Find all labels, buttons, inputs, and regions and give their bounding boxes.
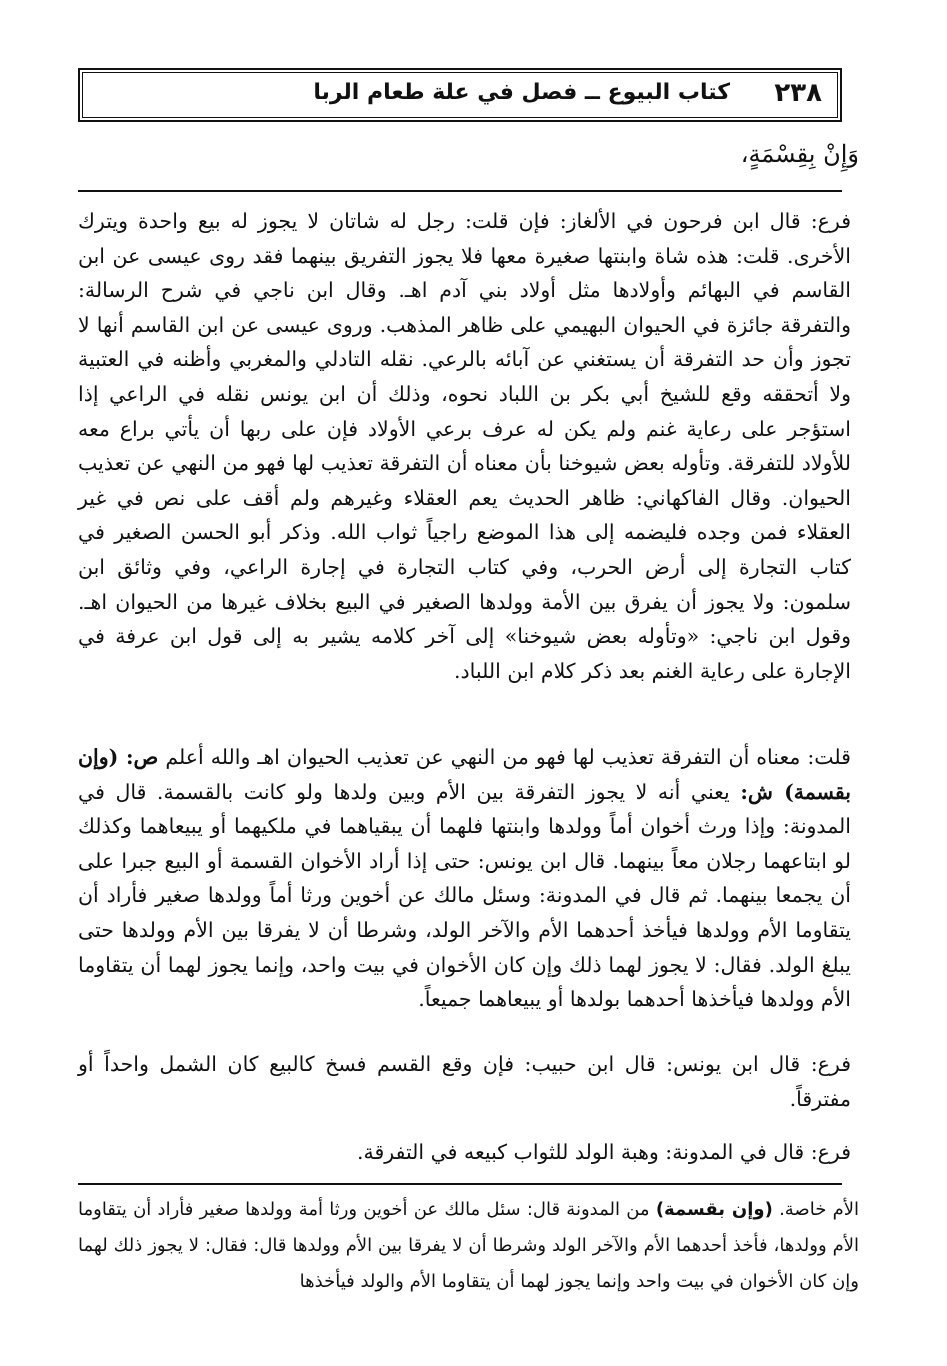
paragraph-1	[78, 204, 851, 688]
running-title: كتاب البيوع ــ فصل في علة طعام الربا	[313, 80, 730, 105]
top-divider	[78, 190, 842, 192]
footnote	[78, 1192, 859, 1300]
running-header	[78, 68, 842, 122]
footnote-lead: الأم خاصة.	[779, 1199, 859, 1220]
matn-label: ص: (وإن بقسمة) ش:	[78, 745, 851, 804]
paragraph-text: فرع: قال في المدونة: وهبة الولد للثواب كبيعه في التفرقة.	[356, 1140, 851, 1164]
paragraph-4	[78, 1135, 851, 1170]
paragraph-text: فرع: قال ابن فرحون في الألغاز: فإن قلت: رجل له شاتان لا يجوز له بيع واحدة ويترك الأخرى. قلت: هذه شاة وابنتها صغيرة معها فلا يجوز التفريق بينهما فقد روى عيسى عن ابن القاسم في البهائم وأولادها مثل أولاد بني آدم اهـ. وقال ابن ناجي في شرح الرسالة: والتفرقة جائزة في الحيوان البهيمي على ظاهر المذهب. وروى عيسى عن ابن القاسم أنها لا تجوز وأن حد التفرقة أن يستغني عن آبائه بالرعي. نقله التادلي والمغربي وأظنه في العتبية ولا أتحققه وقع للشيخ أبي بكر بن اللباد نحوه، وذلك أن ابن يونس نقله في الراعي إذا استؤجر على رعاية غنم ولم يكن له عرف برعي الأولاد فإن على ربها أن يأتي براع معه للأولاد للتفرقة. وتأوله بعض شيوخنا بأن معناه أن التفرقة تعذيب لها فهو من النهي عن تعذيب الحيوان. وقال الفاكهاني: ظاهر الحديث يعم العقلاء وغيرهم ولم أقف على نص في غير العقلاء فمن وجده فليضمه إلى هذا الموضع راجياً ثواب الله. وذكر أبو الحسن الصغير في كتاب التجارة إلى أرض الحرب، وفي كتاب التجارة في إجارة الراعي، وفي وثائق ابن سلمون: ولا يجوز أن يفرق بين الأمة وولدها الصغير في البيع بخلاف غيرها من الحيوان اهـ. وقول ابن ناجي: «وتأوله بعض شيوخنا» إلى آخر كلامه يشير به إلى قول ابن عرفة في الإجارة على رعاية الغنم بعد ذكر كلام ابن اللباد.	[78, 209, 851, 683]
page-number: ٢٣٨	[774, 78, 822, 108]
footnote-label: (وإن بقسمة)	[655, 1199, 773, 1220]
paragraph-intro: قلت: معناه أن التفرقة تعذيب لها فهو من النهي عن تعذيب الحيوان اهـ والله أعلم	[165, 745, 851, 769]
footnote-text: من المدونة قال: سئل مالك عن أخوين ورثا أمة وولدها صغير فأراد أن يتقاوما الأم وولدها، فأخذ أحدهما الأم والآخر الولد وشرطا أن لا يفرقا بين الأم وولدها قال: فقال: لا يجوز ذلك لهما وإن كان الأخوان في بيت واحد وإنما يجوز لهما أن يتقاوما الأم والولد فيأخذها	[78, 1199, 859, 1292]
paragraph-3	[78, 1047, 851, 1116]
paragraph-body: يعني أنه لا يجوز التفرقة بين الأم وبين ولدها ولو كانت بالقسمة. قال في المدونة: وإذا ورث أخوان أماً وولدها وابنتها فلهما أن يبقياهما في ملكيهما أو يبيعاهما وكذلك لو ابتاعهما رجلان معاً بينهما. قال ابن يونس: حتى إذا أراد الأخوان القسمة أو البيع جبرا على أن يجمعا بينهما. ثم قال في المدونة: وسئل مالك عن أخوين ورثا أماً وولدها صغير فأراد أن يتقاوما الأم وولدها فيأخذ أحدهما الأم والآخر الولد، وشرطا أن لا يفرقا بين الأم وولدها حتى يبلغ الولد. فقال: لا يجوز لهما ذلك وإن كان الأخوان في بيت واحد، وإنما يجوز لهما أن يتقاوما الأم وولدها فيأخذها أحدهما بولدها أو يبيعاهما جميعاً.	[78, 779, 851, 1012]
paragraph-2	[78, 740, 851, 1017]
matn-verse: وَإِنْ بِقِسْمَةٍ،	[740, 140, 859, 168]
paragraph-text: فرع: قال ابن يونس: قال ابن حبيب: فإن وقع القسم فسخ كالبيع كان الشمل واحداً أو مفترقاً.	[78, 1052, 851, 1111]
footnote-divider	[78, 1183, 842, 1185]
paragraph-text	[78, 740, 851, 1017]
